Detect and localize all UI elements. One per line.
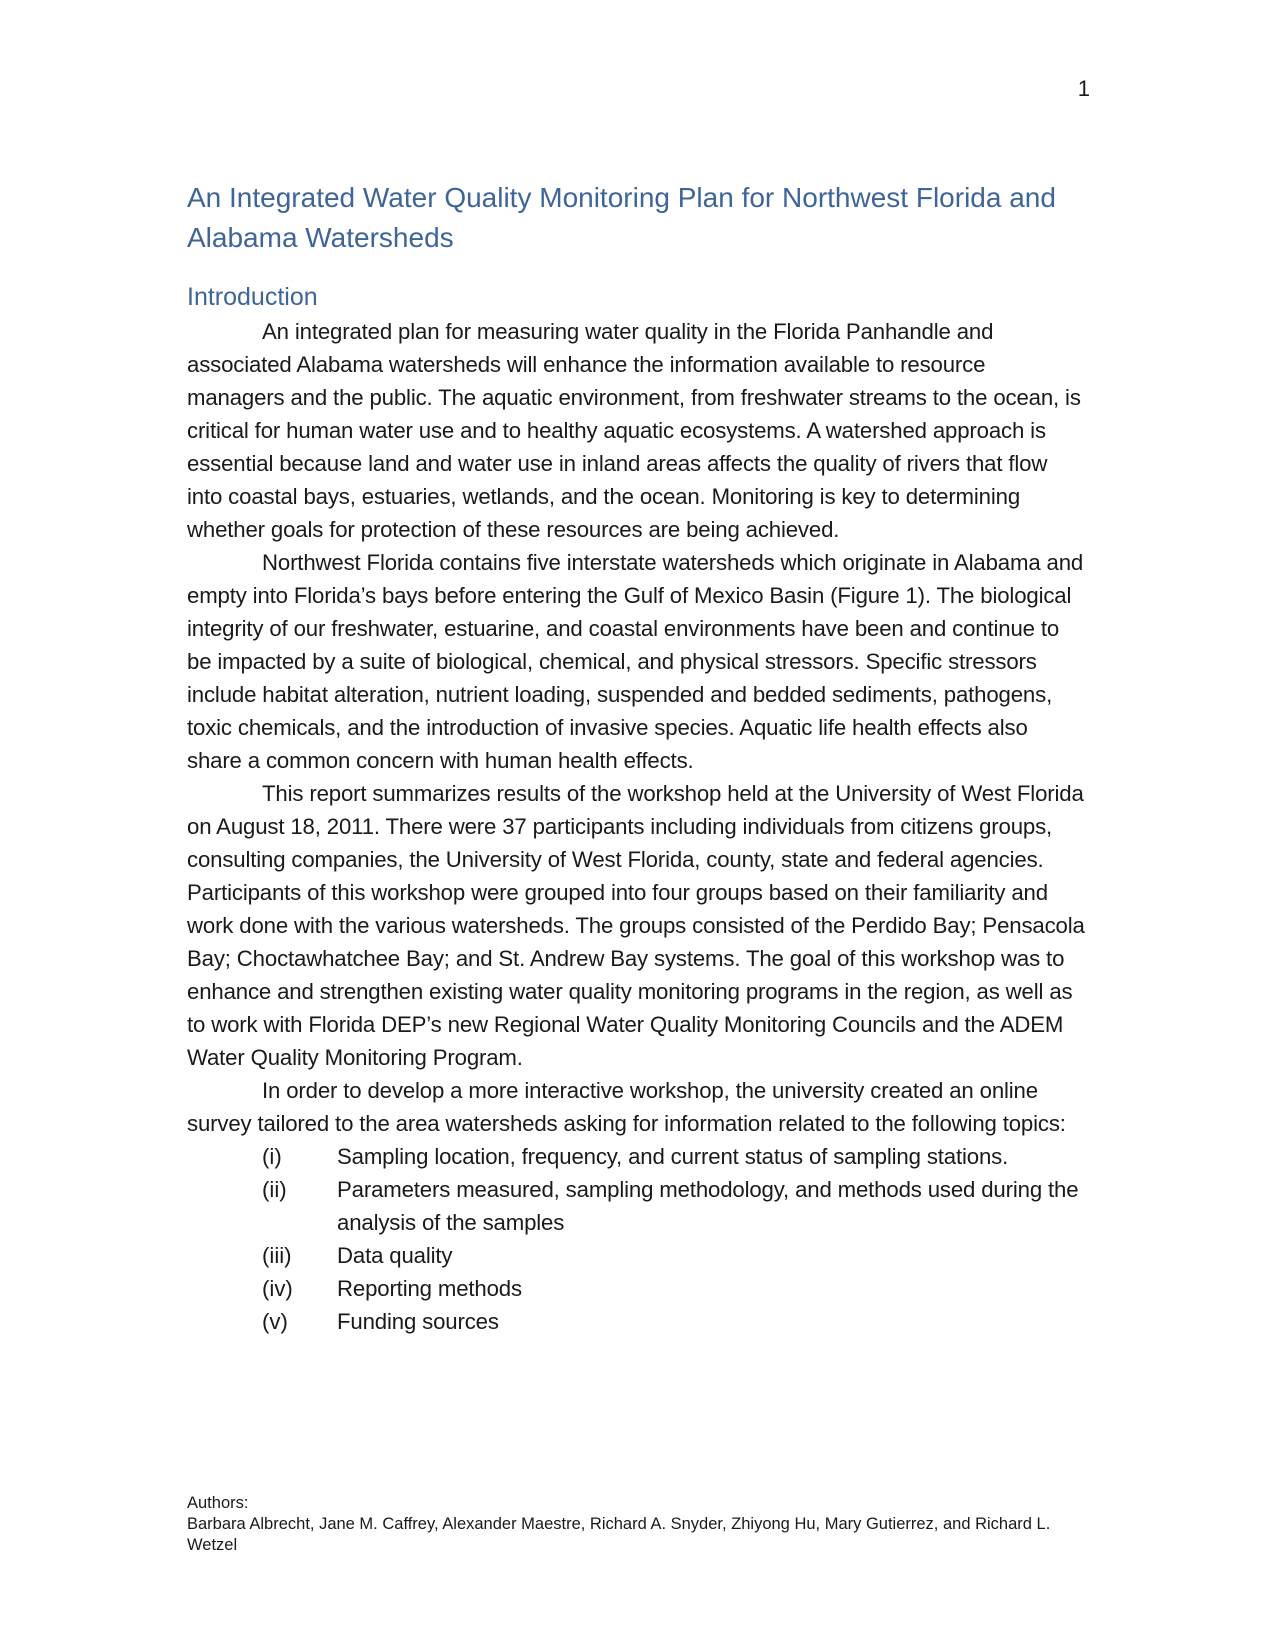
paragraph: Northwest Florida contains five interstate watersheds which originate in Alabama and empty into Florida’s bays before entering the Gulf of Mexico Basin (Figure 1). The biological integrity of our freshwater, estuarine, and coastal environments have been and continue to be impacted by a suite of biological, chemical, and physical stressors. Specific stressors include habitat alteration, nutrient loading, suspended and bedded sediments, pathogens, toxic chemicals, and the introduction of invasive species. Aquatic life health effects also share a common concern with human health effects. xyxy=(187,550,1084,773)
authors-label: Authors: xyxy=(187,1494,249,1512)
topic-marker: (iv) xyxy=(262,1276,293,1301)
topic-item xyxy=(262,1272,1087,1305)
document-title: An Integrated Water Quality Monitoring Plan for Northwest Florida and Alabama Watersheds xyxy=(187,182,1056,253)
topic-text: Sampling location, frequency, and current status of sampling stations. xyxy=(337,1144,1009,1169)
page-number: 1 xyxy=(1077,76,1090,101)
authors-footer xyxy=(187,1493,1087,1556)
topic-marker: (iii) xyxy=(262,1243,292,1268)
authors-names: Barbara Albrecht, Jane M. Caffrey, Alexander Maestre, Richard A. Snyder, Zhiyong Hu, Mary Gutierrez, and Richard L. Wetzel xyxy=(187,1515,1051,1554)
topic-item xyxy=(262,1173,1087,1239)
topic-text: Funding sources xyxy=(337,1309,499,1334)
topic-marker: (i) xyxy=(262,1144,282,1169)
topic-text: Parameters measured, sampling methodology, and methods used during the analysis of the samples xyxy=(337,1177,1079,1235)
topic-item xyxy=(262,1239,1087,1272)
topic-marker: (ii) xyxy=(262,1177,287,1202)
topic-marker: (v) xyxy=(262,1309,288,1334)
topic-item xyxy=(262,1305,1087,1338)
section-heading-introduction: Introduction xyxy=(187,283,318,311)
topic-text: Data quality xyxy=(337,1243,453,1268)
topic-list xyxy=(187,1140,1087,1338)
introduction-body xyxy=(187,315,1087,1338)
paragraph: This report summarizes results of the workshop held at the University of West Florida on August 18, 2011. There were 37 participants including individuals from citizens groups, consulting companies, the University of West Florida, county, state and federal agencies. Participants of this workshop were grouped into four groups based on their familiarity and work done with the various watersheds. The groups consisted of the Perdido Bay; Pensacola Bay; Choctawhatchee Bay; and St. Andrew Bay systems. The goal of this workshop was to enhance and strengthen existing water quality monitoring programs in the region, as well as to work with Florida DEP’s new Regional Water Quality Monitoring Councils and the ADEM Water Quality Monitoring Program. xyxy=(187,781,1085,1070)
topic-item xyxy=(262,1140,1087,1173)
paragraph: In order to develop a more interactive workshop, the university created an online survey tailored to the area watersheds asking for information related to the following topics: xyxy=(187,1078,1066,1136)
topic-text: Reporting methods xyxy=(337,1276,522,1301)
paragraph: An integrated plan for measuring water quality in the Florida Panhandle and associated Alabama watersheds will enhance the information available to resource managers and the public. The aquatic environment, from freshwater streams to the ocean, is critical for human water use and to healthy aquatic ecosystems. A watershed approach is essential because land and water use in inland areas affects the quality of rivers that flow into coastal bays, estuaries, wetlands, and the ocean. Monitoring is key to determining whether goals for protection of these resources are being achieved. xyxy=(187,319,1081,542)
